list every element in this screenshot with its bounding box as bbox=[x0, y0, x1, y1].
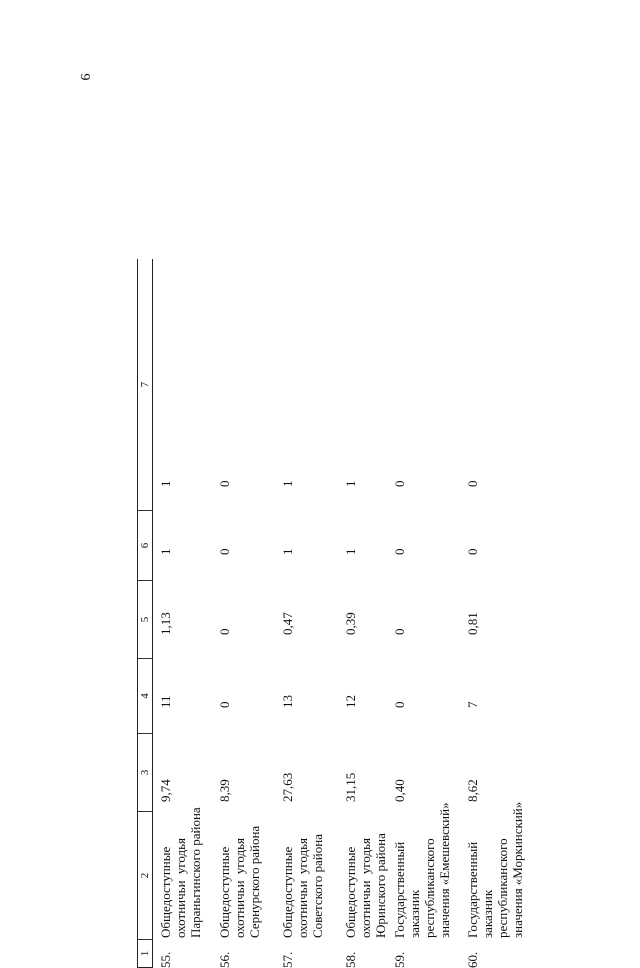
col6-value: 1 bbox=[158, 548, 173, 555]
table-row bbox=[156, 208, 212, 968]
col6-value: 1 bbox=[343, 548, 358, 555]
column-header: 3 bbox=[138, 733, 152, 811]
col4-value: 13 bbox=[280, 695, 295, 708]
col4-value: 12 bbox=[343, 695, 358, 708]
column-header: 4 bbox=[138, 658, 152, 733]
territory-name: Государственный заказник республиканского значения «Емешевский» bbox=[392, 802, 452, 938]
data-table bbox=[137, 208, 559, 968]
row-number: 60. bbox=[465, 951, 480, 968]
table-header bbox=[137, 259, 153, 968]
col7-value: 0 bbox=[217, 480, 232, 487]
col7-value: 0 bbox=[465, 480, 480, 487]
col5-value: 0,81 bbox=[465, 612, 480, 635]
col4-value: 7 bbox=[465, 701, 480, 708]
column-header: 6 bbox=[138, 510, 152, 580]
col4-value: 0 bbox=[217, 701, 232, 708]
col3-value: 31,15 bbox=[343, 772, 358, 802]
col5-value: 0 bbox=[392, 628, 407, 635]
col7-value: 1 bbox=[158, 480, 173, 487]
territory-name: Государственный заказник республиканского значения «Моркинский» bbox=[465, 801, 525, 938]
col3-value: 8,39 bbox=[217, 779, 232, 802]
col6-value: 1 bbox=[280, 548, 295, 555]
col4-value: 0 bbox=[392, 701, 407, 708]
territory-name: Общедоступные охотничьи угодья Юринского района bbox=[343, 833, 388, 938]
row-number: 58. bbox=[343, 951, 358, 968]
table-row bbox=[463, 208, 533, 968]
col3-value: 8,62 bbox=[465, 779, 480, 802]
column-header: 1 bbox=[138, 939, 152, 967]
territory-name: Общедоступные охотничьи угодья Параньгинского района bbox=[158, 807, 203, 938]
row-number: 55. bbox=[158, 951, 173, 968]
column-header: 2 bbox=[138, 811, 152, 939]
col7-value: 0 bbox=[392, 480, 407, 487]
page-number: 6 bbox=[79, 73, 94, 81]
territory-name: Общедоступные охотничьи угодья Сернурского района bbox=[217, 825, 262, 938]
col3-value: 0,40 bbox=[392, 779, 407, 802]
col5-value: 0 bbox=[217, 628, 232, 635]
col3-value: 9,74 bbox=[158, 779, 173, 802]
table-row bbox=[390, 208, 460, 968]
col5-value: 0,39 bbox=[343, 612, 358, 635]
table-row bbox=[278, 208, 338, 968]
col7-value: 1 bbox=[343, 480, 358, 487]
col6-value: 0 bbox=[392, 548, 407, 555]
col6-value: 0 bbox=[217, 548, 232, 555]
col5-value: 0,47 bbox=[280, 612, 295, 635]
territory-name: Общедоступные охотничьи угодья Советского района bbox=[280, 834, 325, 938]
column-header: 7 bbox=[139, 381, 151, 388]
table-row bbox=[215, 208, 275, 968]
row-number: 56. bbox=[217, 951, 232, 968]
row-number: 59. bbox=[392, 951, 407, 968]
column-header: 5 bbox=[138, 580, 152, 658]
col5-value: 1,13 bbox=[158, 612, 173, 635]
col4-value: 11 bbox=[158, 695, 173, 708]
col7-value: 1 bbox=[280, 480, 295, 487]
table-row bbox=[341, 208, 387, 968]
col3-value: 27,63 bbox=[280, 772, 295, 802]
col6-value: 0 bbox=[465, 548, 480, 555]
row-number: 57. bbox=[280, 951, 295, 968]
